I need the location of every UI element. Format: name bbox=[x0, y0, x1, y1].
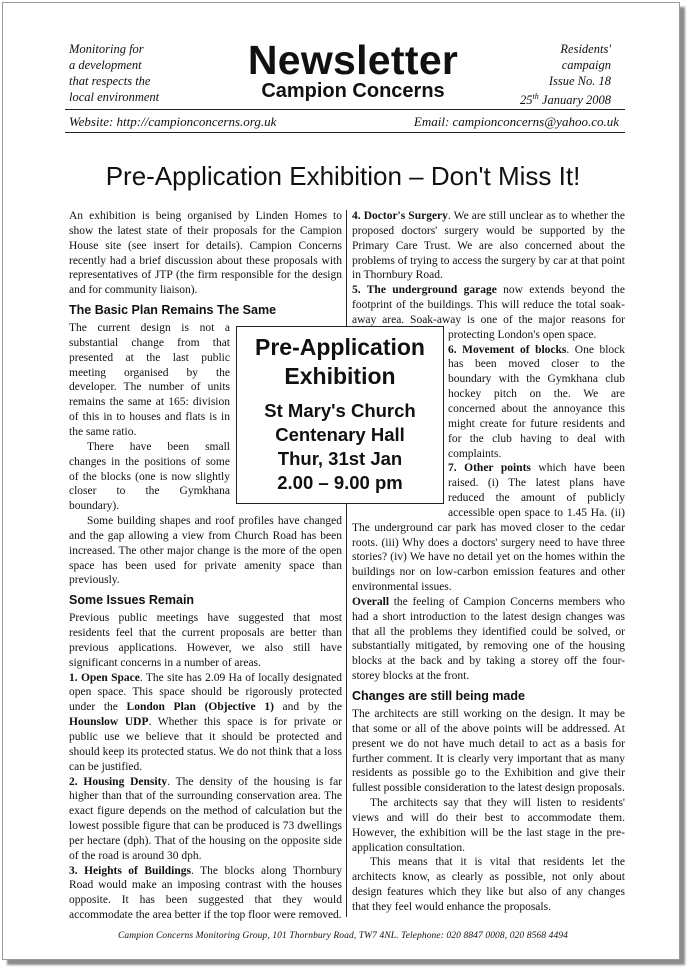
paragraph: There have been small changes in the positions of some of the blocks (one is now slightly closer to the Gymkhana boundary). bbox=[69, 440, 230, 513]
newsletter-title: Newsletter bbox=[247, 37, 459, 83]
issue-other-points: 7. Other points which have been raised. (i) The latest plans have reduced the amount of publicly accessible open space to 1.45 Ha. (ii) The underground car park has moved closer to the cedar roots. (iii) Why does a doctors' surgery need to have three stories? (iv) We have no detail yet on the homes within the buildings nor on low-carbon emission features and other environmental issues. bbox=[352, 462, 625, 594]
issue-building-heights: 3. Heights of Buildings. The blocks along Thornbury Road would make an imposing contrast with the houses opposite. It has been suggested that they would accommodate the area better if the top floor were removed. bbox=[69, 864, 342, 922]
overall-paragraph: Overall the feeling of Campion Concerns members who had a short introduction to the latest design changes was that all the problems they identified could be solved, or substantially mitigated, by removing one of the housing blocks at the back and by taking a storey off the four-storey blocks at the front. bbox=[352, 595, 625, 683]
header-rule-top bbox=[65, 109, 625, 110]
callout-venue: St Mary's Church bbox=[264, 400, 416, 421]
website-link[interactable]: Website: http://campionconcerns.org.uk bbox=[69, 114, 277, 129]
masthead bbox=[203, 39, 503, 102]
left-column bbox=[69, 209, 342, 923]
issue-housing-density: 2. Housing Density. The density of the housing is far higher than that of the surrounding conservation area. The exact figure depends on the method of calculation but the lowest possible figure that can be produced is 73 dwellings per hectare (dph). That of the housing on the opposite side of the road is around 30 dph. bbox=[69, 775, 343, 862]
issue-line: campaign bbox=[561, 58, 611, 72]
callout-title: Pre-Application bbox=[255, 334, 425, 360]
callout-time: 2.00 – 9.00 pm bbox=[277, 472, 403, 493]
heading-basic-plan: The Basic Plan Remains The Same bbox=[69, 303, 277, 318]
email-link[interactable]: Email: campionconcerns@yahoo.co.uk bbox=[413, 114, 619, 129]
tagline-line: Monitoring for bbox=[69, 42, 144, 56]
issue-info bbox=[520, 41, 611, 108]
tagline bbox=[69, 41, 159, 105]
callout-date: Thur, 31st Jan bbox=[277, 448, 403, 469]
heading-issues: Some Issues Remain bbox=[69, 593, 195, 608]
heading-changes: Changes are still being made bbox=[352, 689, 525, 703]
tagline-line: local environment bbox=[69, 90, 160, 104]
issue-movement-of-blocks: 6. Movement of blocks. One block has been moved closer to the boundary with the Gymkhana club hockey pitch on the. We are concerned about the annoyance this might create for future residents and for the club having to deal with complaints. bbox=[448, 343, 625, 460]
tagline-line: a development bbox=[69, 58, 142, 72]
newsletter-subtitle: Campion Concerns bbox=[261, 80, 445, 102]
column-divider bbox=[346, 210, 347, 917]
exhibition-callout-box bbox=[236, 326, 444, 504]
issue-number: Issue No. 18 bbox=[548, 74, 611, 88]
paragraph: The current design is not a substantial change from that presented at the last public meeting organised by the developer. The number of units remains the same at 165: division of this in to houses and flats is in the same ratio. bbox=[69, 322, 230, 438]
paragraph: The architects say that they will listen to residents' views and will do their best to accommodate them. However, the exhibition will be the last stage in the pre-application consultation. bbox=[352, 797, 625, 854]
issue-underground-garage: 5. The underground garage now extends beyond the footprint of the buildings. This will reduce the total soak-away area. Soak-away is one of the major reasons for protecting London's open space. bbox=[352, 284, 625, 341]
paragraph: The architects are still working on the design. It may be that some or all of the above points will be addressed. At present we do not have much detail to act as a basis for further comment. It is clearly very important that as many residents as possible go to the Exhibition and give their fullest possible consideration to the latest design proposals. bbox=[352, 708, 625, 795]
footer-contact: Campion Concerns Monitoring Group, 101 Thornbury Road, TW7 4NL. Telephone: 020 8847 0008, 020 8568 4494 bbox=[117, 931, 569, 941]
issue-open-space: 1. Open Space. The site has 2.09 Ha of locally designated open space. This space should be rigorously protected under the London Plan (Objective 1) and by the Hounslow UDP. Whether this space is for private or public use we believe that it should be protected and should keep its protected status. We do not think that a loss can be justified. bbox=[69, 671, 343, 773]
header-rule-bottom bbox=[65, 132, 625, 133]
issue-doctors-surgery: 4. Doctor's Surgery. We are still unclear as to whether the proposed doctors' surgery would be supported by the Primary Care Trust. We are also concerned about the problems of trying to access the surgery by car at that point in Thornbury Road. bbox=[352, 210, 625, 282]
issue-line: Residents' bbox=[560, 42, 611, 56]
paragraph: Previous public meetings have suggested that most residents feel that the current proposals are better than previous applications. However, we also still have significant concerns in a number of areas. bbox=[69, 612, 342, 669]
paragraph: This means that it is vital that residents let the architects know, as clearly as possible, not only about design features which they like but also of any changes that they feel would enhance the proposals. bbox=[352, 856, 625, 913]
intro-paragraph: An exhibition is being organised by Linden Homes to show the latest state of their proposals for the Campion House site (see insert for details). Campion Concerns recently had a brief discussion about these proposals with representatives of JTP (the firm responsible for the design and for community liaison). bbox=[69, 210, 342, 297]
paragraph: Some building shapes and roof profiles have changed and the gap allowing a view from Church Road has been increased. The other major change is the more of the open space has been used for private amenity space than previously. bbox=[69, 515, 342, 587]
issue-date: 25th January 2008 bbox=[520, 92, 611, 108]
tagline-line: that respects the bbox=[69, 74, 151, 88]
right-column bbox=[352, 209, 625, 915]
callout-venue: Centenary Hall bbox=[275, 424, 405, 445]
callout-title: Exhibition bbox=[284, 363, 396, 389]
newsletter-sheet bbox=[2, 2, 680, 960]
headline: Pre-Application Exhibition – Don't Miss It! bbox=[105, 161, 581, 191]
